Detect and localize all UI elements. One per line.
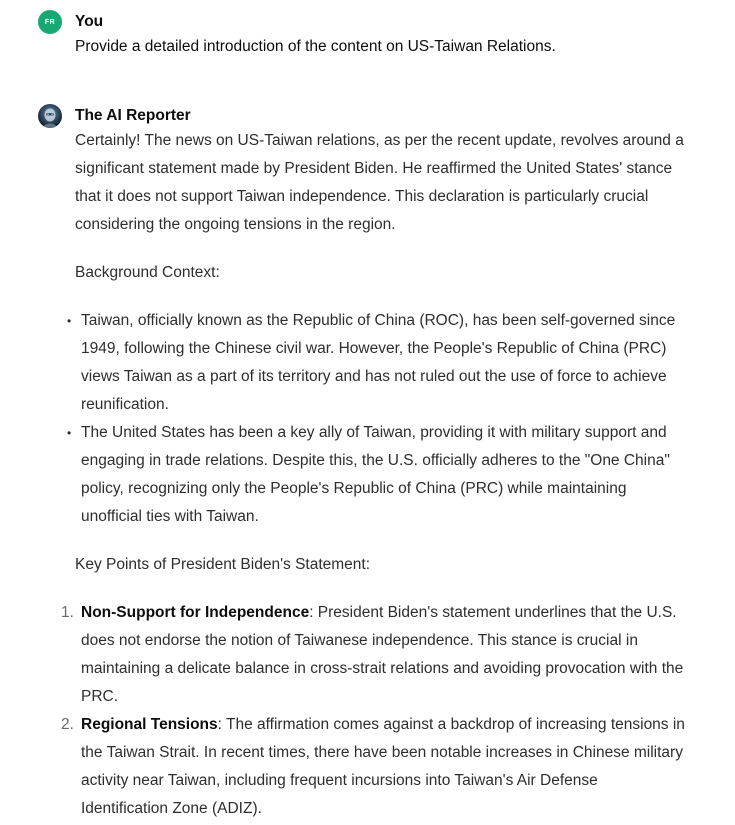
key-point-text: : President Biden's statement underlines that the U.S. does not endorse the notion of Taiwanese independence. This stance is crucial in maintaining a delicate balance in cross-strait relations and avoiding provocation with the PRC. (81, 604, 684, 705)
bullet-icon: • (67, 426, 72, 440)
intro-paragraph: Certainly! The news on US-Taiwan relations, as per the recent update, revolves around a significant statement made by President Biden. He reaffirmed the United States' stance that it does not support Taiwan independence. This declaration is particularly crucial considering the ongoing tensions in the region. (75, 132, 684, 233)
background-heading: Background Context: (75, 264, 220, 281)
key-point-title: Non-Support for Independence (81, 604, 310, 621)
list-number: 2. (61, 716, 74, 733)
list-item (67, 419, 685, 531)
key-point-text: : The affirmation comes against a backdrop of increasing tensions in the Taiwan Strait. In recent times, there have been notable increases in Chinese military activity near Taiwan, including frequent incursions into Taiwan's Air Defense Identification Zone (ADIZ). (81, 716, 685, 817)
list-number: 1. (61, 604, 74, 621)
list-item (67, 307, 685, 419)
key-points-heading: Key Points of President Biden's Statement: (75, 556, 371, 573)
list-item (61, 599, 685, 711)
background-list (67, 307, 685, 531)
user-message-text: Provide a detailed introduction of the content on US-Taiwan Relations. (75, 38, 556, 55)
assistant-author-name: The AI Reporter (75, 107, 191, 124)
user-avatar[interactable] (38, 10, 62, 34)
background-bullet-text: Taiwan, officially known as the Republic of China (ROC), has been self-governed since 1949, following the Chinese civil war. However, the People's Republic of China (PRC) views Taiwan as a part of its territory and has not ruled out the use of force to achieve reunification. (81, 312, 676, 413)
robot-avatar-icon[interactable] (38, 104, 62, 128)
assistant-message (38, 104, 685, 823)
user-message-header (38, 10, 685, 34)
background-bullet-text: The United States has been a key ally of Taiwan, providing it with military support and engaging in trade relations. Despite this, the U.S. officially adheres to the "One China" policy, recognizing only the People's Republic of China (PRC) while maintaining unofficial ties with Taiwan. (81, 424, 670, 525)
robot-face-icon (38, 104, 62, 128)
user-author-name: You (75, 13, 104, 30)
assistant-message-header (38, 104, 685, 128)
user-message-content (75, 33, 685, 61)
bullet-icon: • (67, 314, 72, 328)
key-point-title: Regional Tensions (81, 716, 218, 733)
list-item (61, 711, 685, 823)
user-message (38, 10, 685, 61)
key-points-list (61, 599, 685, 823)
assistant-message-content (61, 127, 685, 823)
user-avatar-initials: FR (44, 18, 56, 26)
